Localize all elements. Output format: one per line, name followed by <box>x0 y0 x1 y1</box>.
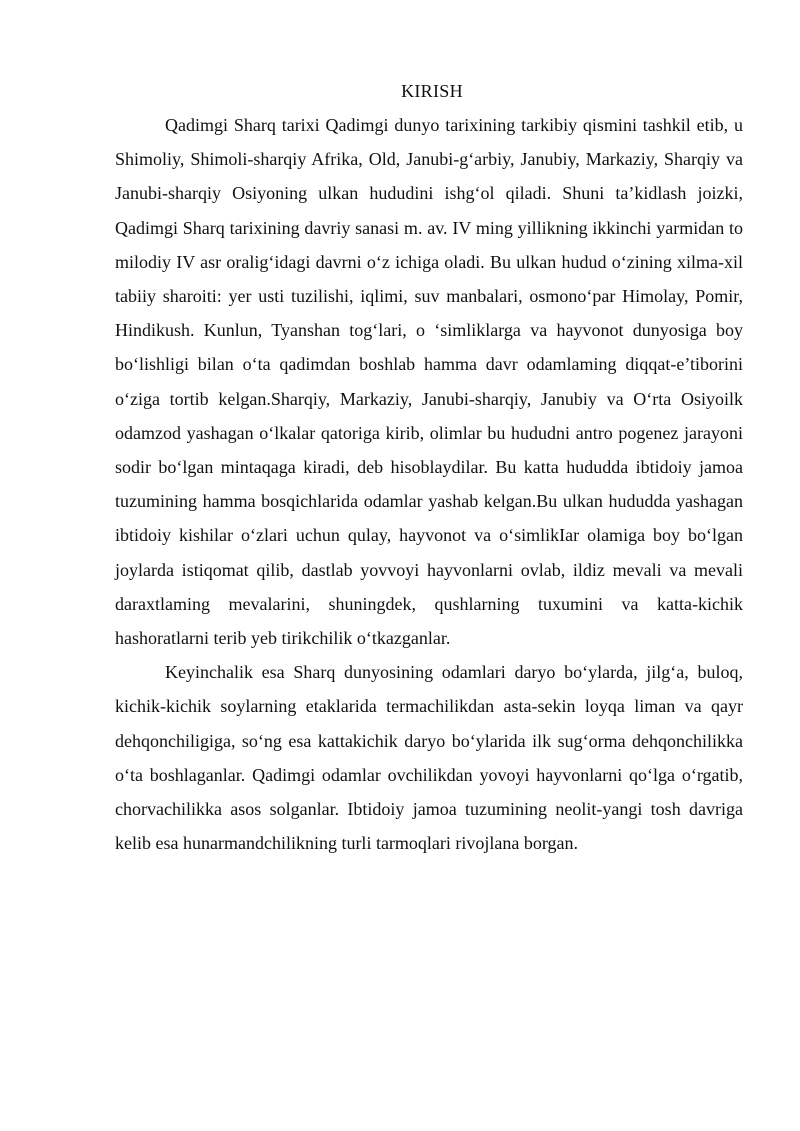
body-paragraph-2: Keyinchalik esa Sharq dunyosining odamlari daryo bo‘ylarda, jilg‘a, buloq, kichik-kichik soylarning etaklarida termachilikdan asta-sekin loyqa liman va qayr dehqonchiligiga, so‘ng esa kattakichik daryo bo‘ylarida ilk sug‘orma dehqonchilikka o‘ta boshlaganlar. Qadimgi odamlar ovchilikdan yovoyi hayvonlarni qo‘lga o‘rgatib, chorvachilikka asos solganlar. Ibtidoiy jamoa tuzumining neolit-yangi tosh davriga kelib esa hunarmandchilikning turli tarmoqlari rivojlana borgan. <box>115 662 743 854</box>
body-paragraph-1: Qadimgi Sharq tarixi Qadimgi dunyo tarixining tarkibiy qismini tashkil etib, u Shimoliy, Shimoli-sharqiy Afrika, Old, Janubi-g‘arbiy, Janubiy, Markaziy, Sharqiy va Janubi-sharqiy Osiyoning ulkan hududini ishg‘ol qiladi. Shuni ta’kidlash joizki, Qadimgi Sharq tarixining davriy sanasi m. av. IV ming yillikning ikkinchi yarmidan to milodiy IV asr oralig‘idagi davrni o‘z ichiga oladi. Bu ulkan hudud o‘zining xilma-xil tabiiy sharoiti: yer usti tuzilishi, iqlimi, suv manbalari, osmono‘par Himolay, Pomir, Hindikush. Kunlun, Tyanshan tog‘lari, o ‘simliklarga va hayvonot dunyosiga boy bo‘lishligi bilan o‘ta qadimdan boshlab hamma davr odamlaming diqqat-e’tiborini o‘ziga tortib kelgan.Sharqiy, Markaziy, Janubi-sharqiy, Janubiy va O‘rta Osiyoilk odamzod yashagan o‘lkalar qatoriga kirib, olimlar bu hududni antro pogenez jarayoni sodir bo‘lgan mintaqaga kiradi, deb hisoblaydilar. Bu katta hududda ibtidoiy jamoa tuzumining hamma bosqichlarida odamlar yashab kelgan.Bu ulkan hududda yashagan ibtidoiy kishilar o‘zlari uchun qulay, hayvonot va o‘simlikIar olamiga boy bo‘lgan joylarda istiqomat qilib, dastlab yovvoyi hayvonlarni ovlab, ildiz mevali va mevali daraxtlaming mevalarini, shuningdek, qushlarning tuxumini va katta-kichik hashoratlarni terib yeb tirikchilik o‘tkazganlar. <box>115 115 743 649</box>
page-title: KIRISH <box>401 81 463 101</box>
